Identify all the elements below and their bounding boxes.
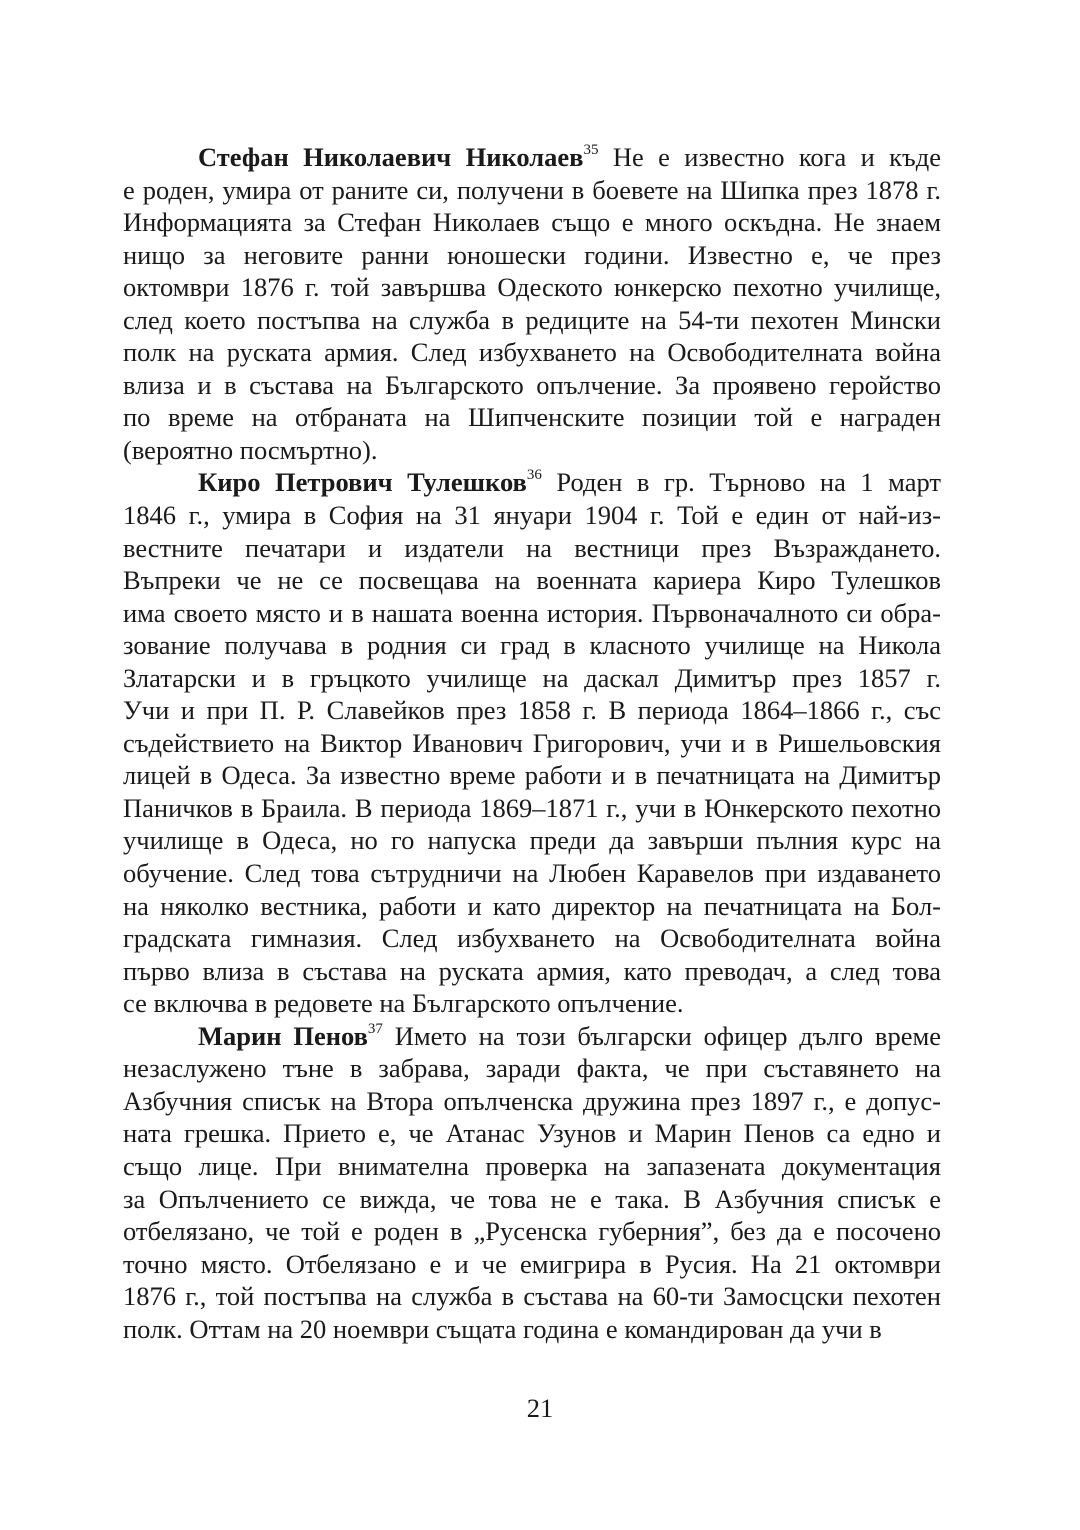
footnote-reference: 35 (583, 142, 599, 158)
text-line: градската гимназия. След избухването на Освободителната война (123, 923, 941, 954)
text-line: незаслужено тъне в забрава, заради факта, че при съставянето на (123, 1053, 941, 1084)
biography-paragraph (123, 466, 941, 1019)
biography-paragraph (123, 141, 941, 466)
text-line: вестните печатари и издатели на вестници през Възраждането. (123, 532, 941, 563)
body-text (123, 141, 941, 1345)
text-line: полк. Оттам на 20 ноември същата година е командирован да учи в (123, 1313, 882, 1344)
text-line: Златарски и в гръцкото училище на даскал Димитър през 1857 г. (123, 662, 941, 693)
text-line: съдействието на Виктор Иванович Григорович, учи и в Ришельовския (123, 727, 941, 758)
text-line: за Опълчението се вижда, че това не е така. В Азбучния списък е (123, 1183, 941, 1214)
text-line: има своето място и в нашата военна история. Първоначалното си обра- (123, 597, 941, 628)
text-line: (вероятно посмъртно). (123, 434, 378, 465)
text-line: точно място. Отбелязано е и че емигрира в Русия. На 21 октомври (123, 1248, 941, 1279)
text-line: Паничков в Браила. В периода 1869–1871 г., учи в Юнкерското пехотно (123, 792, 941, 823)
person-name: Марин Пенов (198, 1020, 368, 1051)
text-line: е роден, умира от раните си, получени в боевете на Шипка през 1878 г. (123, 174, 941, 205)
text-line: се включва в редовете на Българското опълчение. (123, 988, 684, 1019)
text-line: след което постъпва на служба в редиците на 54-ти пехотен Мински (123, 304, 941, 335)
biography-paragraph (123, 1020, 941, 1345)
text-line: октомври 1876 г. той завършва Одеското юнкерско пехотно училище, (123, 272, 941, 303)
person-name: Стефан Николаевич Николаев (198, 142, 584, 172)
text-line: Въпреки че не се посвещава на военната кариера Киро Тулешков (123, 565, 941, 596)
person-name: Киро Петрович Тулешков (198, 467, 527, 498)
text-line: по време на отбраната на Шипченските позиции той е награден (123, 402, 941, 433)
paragraph-first-line (123, 141, 941, 174)
text-line: Учи и при П. Р. Славейков през 1858 г. В периода 1864–1866 г., със (123, 695, 941, 726)
text-line: също лице. При внимателна проверка на запазената документация (123, 1150, 941, 1181)
text-line: обучение. След това сътрудничи на Любен Каравелов при издаването (123, 858, 941, 889)
text-line: влиза и в състава на Българското опълчение. За проявено геройство (123, 369, 941, 400)
footnote-reference: 37 (367, 1020, 383, 1037)
paragraph-opening-text: Името на този български офицер дълго време (382, 1020, 941, 1051)
paragraph-first-line (123, 1020, 941, 1053)
text-line: отбелязано, че той е роден в „Русенска губерния”, без да е посочено (123, 1216, 941, 1247)
page-number: 21 (526, 1393, 554, 1423)
text-line: лицей в Одеса. За известно време работи и в печатницата на Димитър (123, 760, 941, 791)
text-line: Азбучния списък на Втора опълченска дружина през 1897 г., е допус- (123, 1085, 941, 1116)
text-line: първо влиза в състава на руската армия, като преводач, а след това (123, 955, 941, 986)
text-line: нищо за неговите ранни юношески години. Известно е, че през (123, 239, 941, 270)
text-line: ната грешка. Прието е, че Атанас Узунов и Марин Пенов са едно и (123, 1118, 941, 1149)
paragraph-opening-text: Не е известно кога и къде (598, 142, 941, 172)
text-line: 1846 г., умира в София на 31 януари 1904 г. Той е един от най-из- (123, 500, 941, 531)
paragraph-first-line (123, 466, 941, 499)
text-line: 1876 г., той постъпва на служба в състава на 60-ти Замосцски пехотен (123, 1281, 941, 1312)
text-line: училище в Одеса, но го напуска преди да завърши пълния курс на (123, 825, 941, 856)
text-line: зование получава в родния си град в класното училище на Никола (123, 630, 941, 661)
text-line: Информацията за Стефан Николаев също е много оскъдна. Не знаем (123, 207, 941, 238)
text-line: полк на руската армия. След избухването на Освободителната война (123, 337, 941, 368)
footnote-reference: 36 (526, 467, 542, 484)
text-line: на няколко вестника, работи и като директор на печатницата на Бол- (123, 890, 941, 921)
paragraph-opening-text: Роден в гр. Търново на 1 март (541, 467, 941, 498)
